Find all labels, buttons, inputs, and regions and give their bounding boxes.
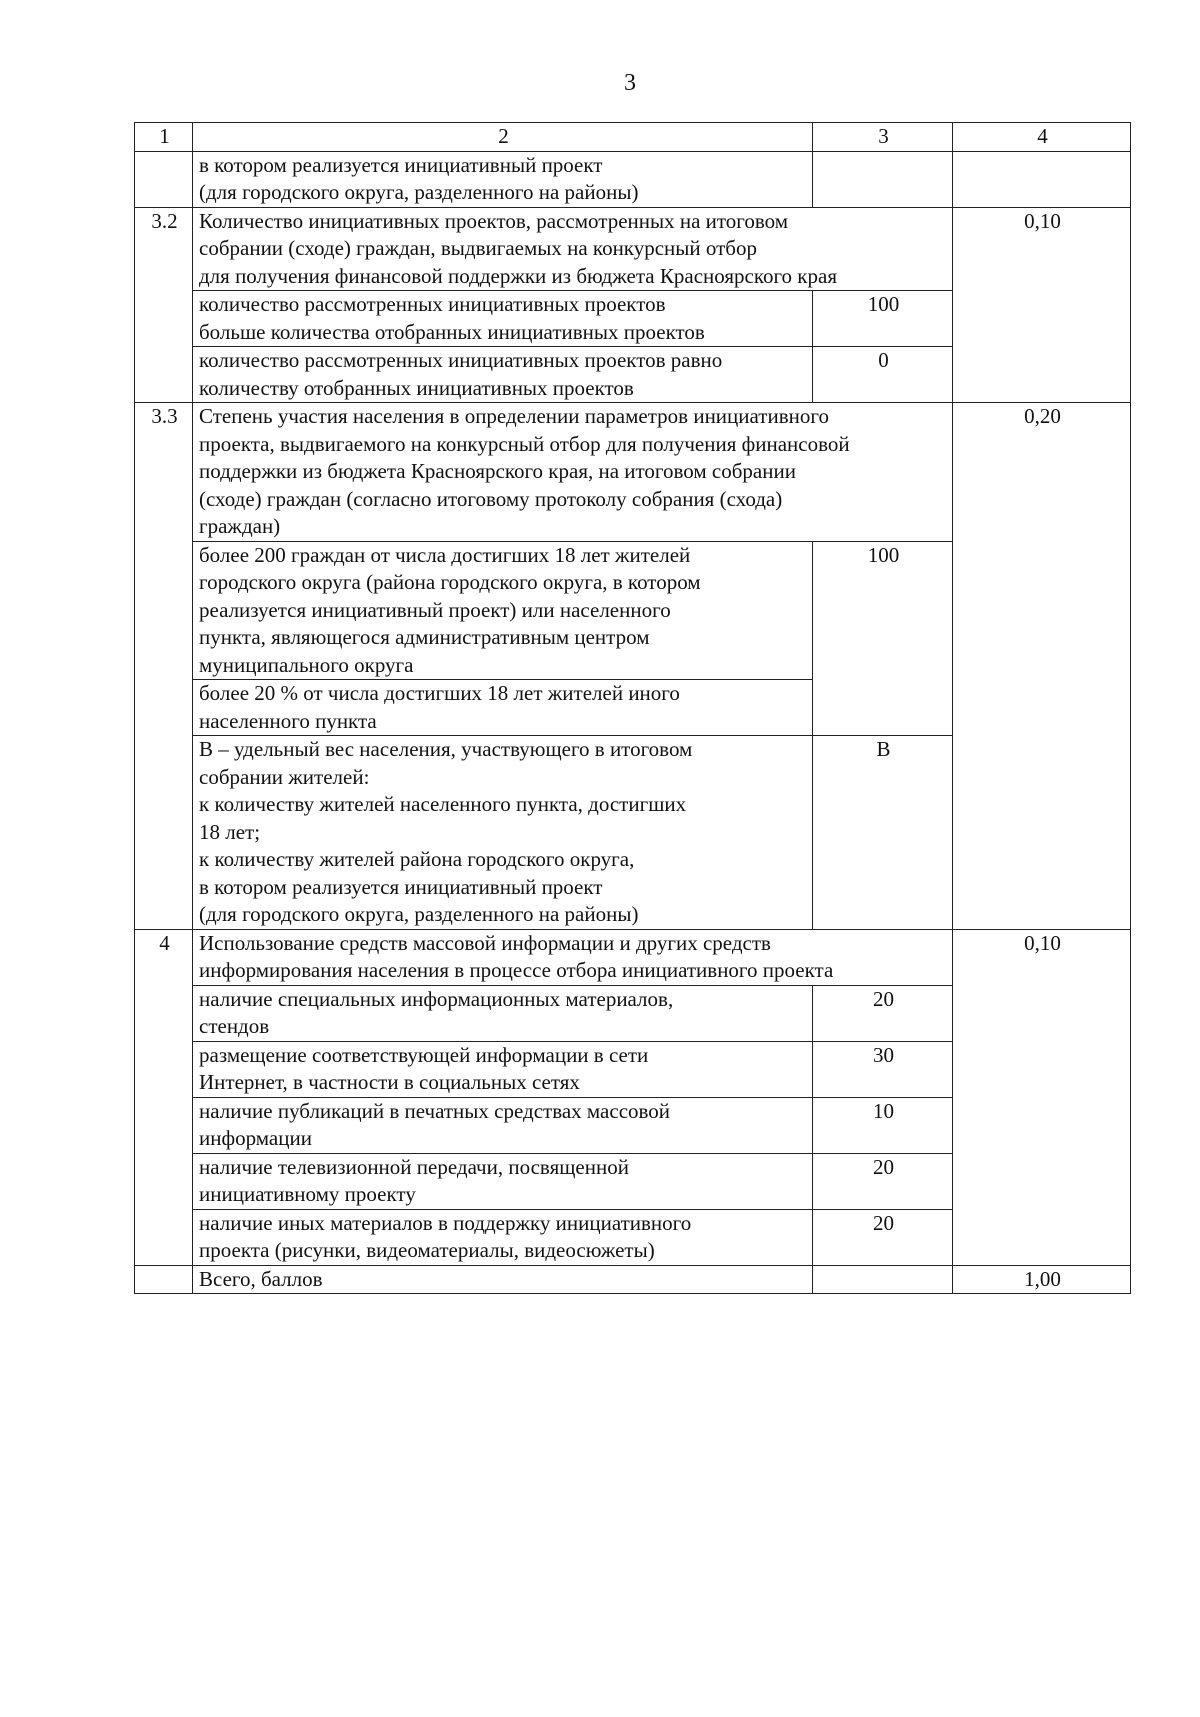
row-number: 3.3 xyxy=(135,403,193,930)
row-text-line: реализуется инициативный проект) или населенного xyxy=(199,597,671,622)
row-score: 20 xyxy=(813,985,953,1041)
criteria-table xyxy=(134,122,1131,1294)
row-text-line: населенного пункта xyxy=(199,708,377,733)
row-text-line: Интернет, в частности в социальных сетях xyxy=(199,1070,580,1094)
row-text-line: к количеству жителей района городского округа, xyxy=(199,847,635,871)
row-text xyxy=(193,291,813,347)
row-score: 10 xyxy=(813,1097,953,1153)
row-text-line: наличие иных материалов в поддержку инициативного xyxy=(199,1210,692,1235)
row-weight: 0,20 xyxy=(953,403,1131,930)
table-row xyxy=(135,207,1131,291)
row-text-line: муниципального округа xyxy=(199,652,414,677)
row-text-line: проекта (рисунки, видеоматериалы, видеосюжеты) xyxy=(199,1238,655,1262)
row-text-line: более 20 % от числа достигших 18 лет жителей иного xyxy=(199,681,680,705)
row-text-line: количество рассмотренных инициативных проектов xyxy=(199,292,666,316)
row-score: 20 xyxy=(813,1153,953,1209)
row-text-line: Использование средств массовой информации и других средств xyxy=(199,930,771,955)
row-text-line: 18 лет; xyxy=(199,819,261,844)
row-text xyxy=(193,1153,813,1209)
row-text xyxy=(193,1041,813,1097)
header-col-4: 4 xyxy=(953,123,1131,152)
row-score: 100 xyxy=(813,291,953,347)
row-score: 30 xyxy=(813,1041,953,1097)
row-text-line: собрании жителей: xyxy=(199,764,370,789)
row-text-line: (для городского округа, разделенного на районы) xyxy=(199,902,639,926)
row-text-line: В – удельный вес населения, участвующего в итоговом xyxy=(199,737,693,761)
criterion-title xyxy=(193,207,953,291)
row-text-line: в котором реализуется инициативный проект xyxy=(199,152,603,177)
row-text-line: наличие телевизионной передачи, посвященной xyxy=(199,1154,629,1179)
row-score: 100 xyxy=(813,541,953,736)
row-text-line: количество рассмотренных инициативных проектов равно xyxy=(199,348,723,372)
table-row xyxy=(135,929,1131,985)
row-text-line: информирования населения в процессе отбора инициативного проекта xyxy=(199,958,834,982)
page-number: 3 xyxy=(624,70,636,96)
row-text-line: для получения финансовой поддержки из бюджета Красноярского края xyxy=(199,263,837,288)
row-number xyxy=(135,151,193,207)
row-text-line: количеству отобранных инициативных проектов xyxy=(199,375,634,400)
row-score: 0 xyxy=(813,347,953,403)
criterion-title xyxy=(193,929,953,985)
total-value: 1,00 xyxy=(953,1265,1131,1294)
row-number: 3.2 xyxy=(135,207,193,403)
total-row xyxy=(135,1265,1131,1294)
row-text-line: больше количества отобранных инициативных проектов xyxy=(199,319,705,344)
row-text-line: инициативному проекту xyxy=(199,1182,416,1206)
criterion-title xyxy=(193,403,953,542)
table-row xyxy=(135,151,1131,207)
row-text xyxy=(193,736,813,930)
row-text-line: информации xyxy=(199,1126,312,1150)
row-text-line: наличие публикаций в печатных средствах массовой xyxy=(199,1098,671,1123)
row-weight: 0,10 xyxy=(953,929,1131,1265)
row-text xyxy=(193,541,813,680)
row-text-line: (сходе) граждан (согласно итоговому протоколу собрания (схода) xyxy=(199,486,783,511)
row-score: 20 xyxy=(813,1209,953,1265)
row-text xyxy=(193,347,813,403)
table-header-row xyxy=(135,123,1131,152)
row-text xyxy=(193,680,813,736)
row-number: 4 xyxy=(135,929,193,1265)
row-text-line: более 200 граждан от числа достигших 18 лет жителей xyxy=(199,542,691,567)
table-row xyxy=(135,403,1131,542)
row-text-line: Количество инициативных проектов, рассмотренных на итоговом xyxy=(199,208,789,233)
total-label: Всего, баллов xyxy=(193,1265,813,1294)
row-text-line: к количеству жителей населенного пункта, достигших xyxy=(199,792,687,816)
row-weight xyxy=(953,151,1131,207)
row-text-line: стендов xyxy=(199,1014,270,1038)
row-number xyxy=(135,1265,193,1294)
row-text xyxy=(193,1209,813,1265)
row-weight: 0,10 xyxy=(953,207,1131,403)
row-score: В xyxy=(813,736,953,930)
header-col-3: 3 xyxy=(813,123,953,152)
row-text-line: поддержки из бюджета Красноярского края, на итоговом собрании xyxy=(199,459,796,483)
row-text xyxy=(193,985,813,1041)
header-col-2: 2 xyxy=(193,123,813,152)
row-text-line: проекта, выдвигаемого на конкурсный отбор для получения финансовой xyxy=(199,431,850,456)
row-text-line: наличие специальных информационных материалов, xyxy=(199,986,674,1011)
row-text-line: собрании (сходе) граждан, выдвигаемых на конкурсный отбор xyxy=(199,236,757,260)
row-text xyxy=(193,151,813,207)
row-text-line: Степень участия населения в определении параметров инициативного xyxy=(199,404,829,428)
header-col-1: 1 xyxy=(135,123,193,152)
row-text xyxy=(193,1097,813,1153)
row-text-line: граждан) xyxy=(199,514,281,538)
row-score xyxy=(813,1265,953,1294)
row-text-line: пункта, являющегося административным центром xyxy=(199,625,650,649)
row-score xyxy=(813,151,953,207)
row-text-line: городского округа (района городского округа, в котором xyxy=(199,570,701,594)
row-text-line: в котором реализуется инициативный проект xyxy=(199,874,603,899)
row-text-line: размещение соответствующей информации в сети xyxy=(199,1042,649,1067)
row-text-line: (для городского округа, разделенного на районы) xyxy=(199,180,639,204)
